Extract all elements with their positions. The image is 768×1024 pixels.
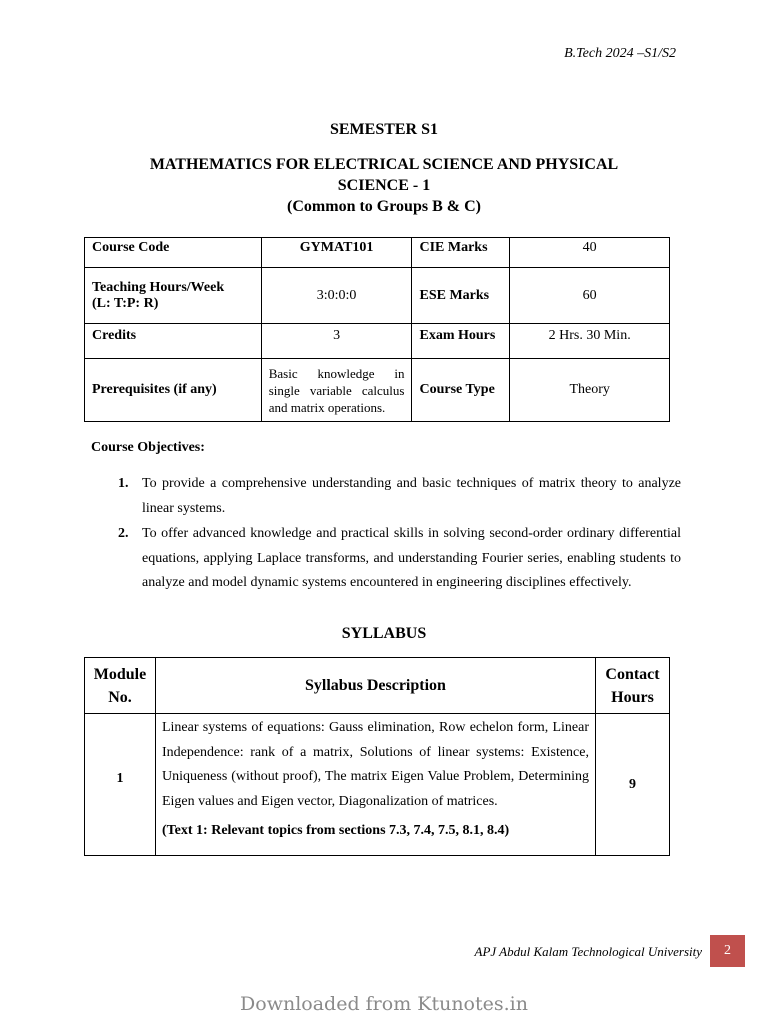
table-row [85, 324, 670, 359]
objective-text: To provide a comprehensive understanding and basic techniques of matrix theory to analyze linear systems. [142, 476, 681, 516]
university-footer: APJ Abdul Kalam Technological University [474, 944, 702, 959]
course-title [100, 154, 668, 217]
table-row [85, 658, 670, 714]
course-info-table [84, 237, 670, 422]
list-item [118, 522, 681, 596]
module-column-header [85, 658, 156, 714]
course-title-line2: SCIENCE - 1 [337, 177, 431, 194]
syllabus-heading: SYLLABUS [341, 625, 427, 642]
course-title-line1: MATHEMATICS FOR ELECTRICAL SCIENCE AND PHYSICAL [149, 156, 619, 173]
cie-marks-label: CIE Marks [412, 238, 510, 268]
exam-hours-value: 2 Hrs. 30 Min. [510, 324, 670, 359]
description-column-header: Syllabus Description [155, 658, 595, 714]
objectives-heading: Course Objectives: [91, 440, 205, 455]
prerequisites-label: Prerequisites (if any) [85, 359, 262, 422]
module-header-line2: No. [108, 688, 132, 706]
hours-column-header [596, 658, 670, 714]
credits-label: Credits [85, 324, 262, 359]
hours-header-line1: Contact [605, 665, 660, 683]
list-item [118, 472, 681, 521]
module-number: 1 [85, 714, 156, 856]
table-row [85, 359, 670, 422]
contact-hours: 9 [596, 714, 670, 856]
course-type-value: Theory [510, 359, 670, 422]
table-row [85, 268, 670, 324]
course-title-line3: (Common to Groups B & C) [287, 198, 481, 215]
objective-number: 2. [118, 526, 129, 541]
objective-number: 1. [118, 476, 129, 491]
description-reference: (Text 1: Relevant topics from sections 7.3, 7.4, 7.5, 8.1, 8.4) [161, 823, 510, 838]
cie-marks-value: 40 [510, 238, 670, 268]
teaching-hours-value: 3:0:0:0 [261, 268, 412, 324]
teaching-hours-label-line2: (L: T:P: R) [92, 295, 159, 311]
table-row [85, 238, 670, 268]
syllabus-table [84, 657, 670, 856]
description-text: Linear systems of equations: Gauss elimination, Row echelon form, Linear Independence: rank of a matrix, Solutions of linear systems: Existence, Uniqueness (without proof), The matrix Eigen Value Problem, Determining Eigen values and Eigen vector, Diagonalization of matrices. [161, 720, 589, 809]
hours-header-line2: Hours [611, 688, 654, 706]
page-number-badge: 2 [710, 935, 745, 967]
course-code-value: GYMAT101 [261, 238, 412, 268]
teaching-hours-label-line1: Teaching Hours/Week [92, 279, 225, 295]
exam-hours-label: Exam Hours [412, 324, 510, 359]
course-type-label: Course Type [412, 359, 510, 422]
ese-marks-value: 60 [510, 268, 670, 324]
credits-value: 3 [261, 324, 412, 359]
program-header: B.Tech 2024 –S1/S2 [564, 46, 676, 61]
syllabus-description [155, 714, 595, 856]
teaching-hours-label [85, 268, 262, 324]
objective-text: To offer advanced knowledge and practical skills in solving second-order ordinary differential equations, applying Laplace transforms, and understanding Fourier series, enabling students to analyze and model dynamic systems encountered in engineering disciplines effectively. [142, 526, 681, 590]
semester-title: SEMESTER S1 [329, 121, 439, 138]
download-watermark: Downloaded from Ktunotes.in [240, 993, 528, 1015]
module-header-line1: Module [93, 665, 147, 683]
prerequisites-value: Basic knowledge in single variable calculus and matrix operations. [261, 359, 412, 422]
objectives-list [118, 472, 681, 597]
ese-marks-label: ESE Marks [412, 268, 510, 324]
table-row [85, 714, 670, 856]
course-code-label: Course Code [85, 238, 262, 268]
